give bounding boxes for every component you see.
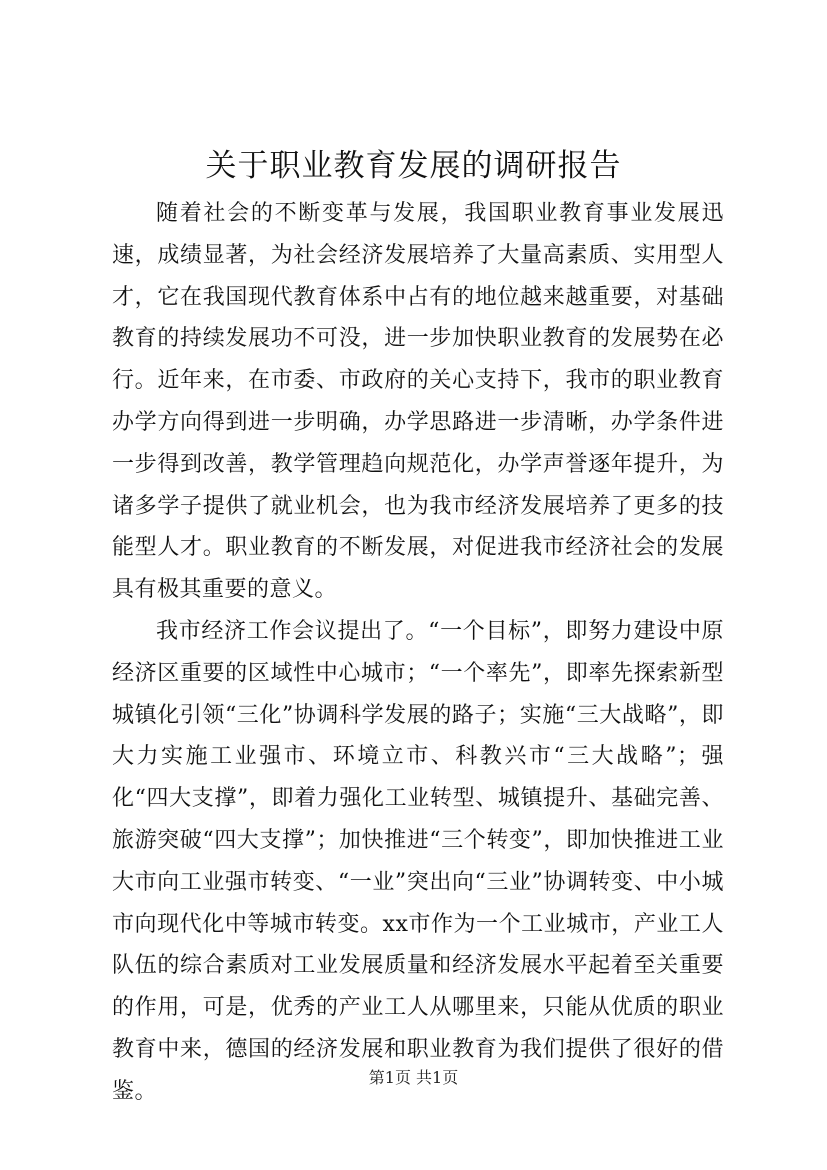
paragraph-1: 随着社会的不断变革与发展，我国职业教育事业发展迅速，成绩显著，为社会经济发展培养了大量高素质、实用型人才，它在我国现代教育体系中占有的地位越来越重要，对基础教育的持续发展功不可没，进一步加快职业教育的发展势在必行。近年来，在市委、市政府的关心支持下，我市的职业教育办学方向得到进一步明确，办学思路进一步清晰，办学条件进一步得到改善，教学管理趋向规范化，办学声誉逐年提升，为诸多学子提供了就业机会，也为我市经济发展培养了更多的技能型人才。职业教育的不断发展，对促进我市经济社会的发展具有极其重要的意义。 xyxy=(112,201,724,603)
paragraph-2: 我市经济工作会议提出了。“一个目标”，即努力建设中原经济区重要的区域性中心城市；“一个率先”，即率先探索新型城镇化引领“三化”协调科学发展的路子；实施“三大战略”，即大力实施工业强市、环境立市、科教兴市“三大战略”；强化“四大支撑”，即着力强化工业转型、城镇提升、基础完善、旅游突破“四大支撑”；加快推进“三个转变”，即加快推进工业大市向工业强市转变、“一业”突出向“三业”协调转变、中小城市向现代化中等城市转变。xx市作为一个工业城市，产业工人队伍的综合素质对工业发展质量和经济发展水平起着至关重要的作用，可是，优秀的产业工人从哪里来，只能从优质的职业教育中来，德国的经济发展和职业教育为我们提供了很好的借鉴。 xyxy=(112,618,724,1104)
page-footer: 第1页 共1页 xyxy=(368,1068,459,1087)
document-body xyxy=(112,193,724,1113)
document-title: 关于职业教育发展的调研报告 xyxy=(205,148,622,184)
